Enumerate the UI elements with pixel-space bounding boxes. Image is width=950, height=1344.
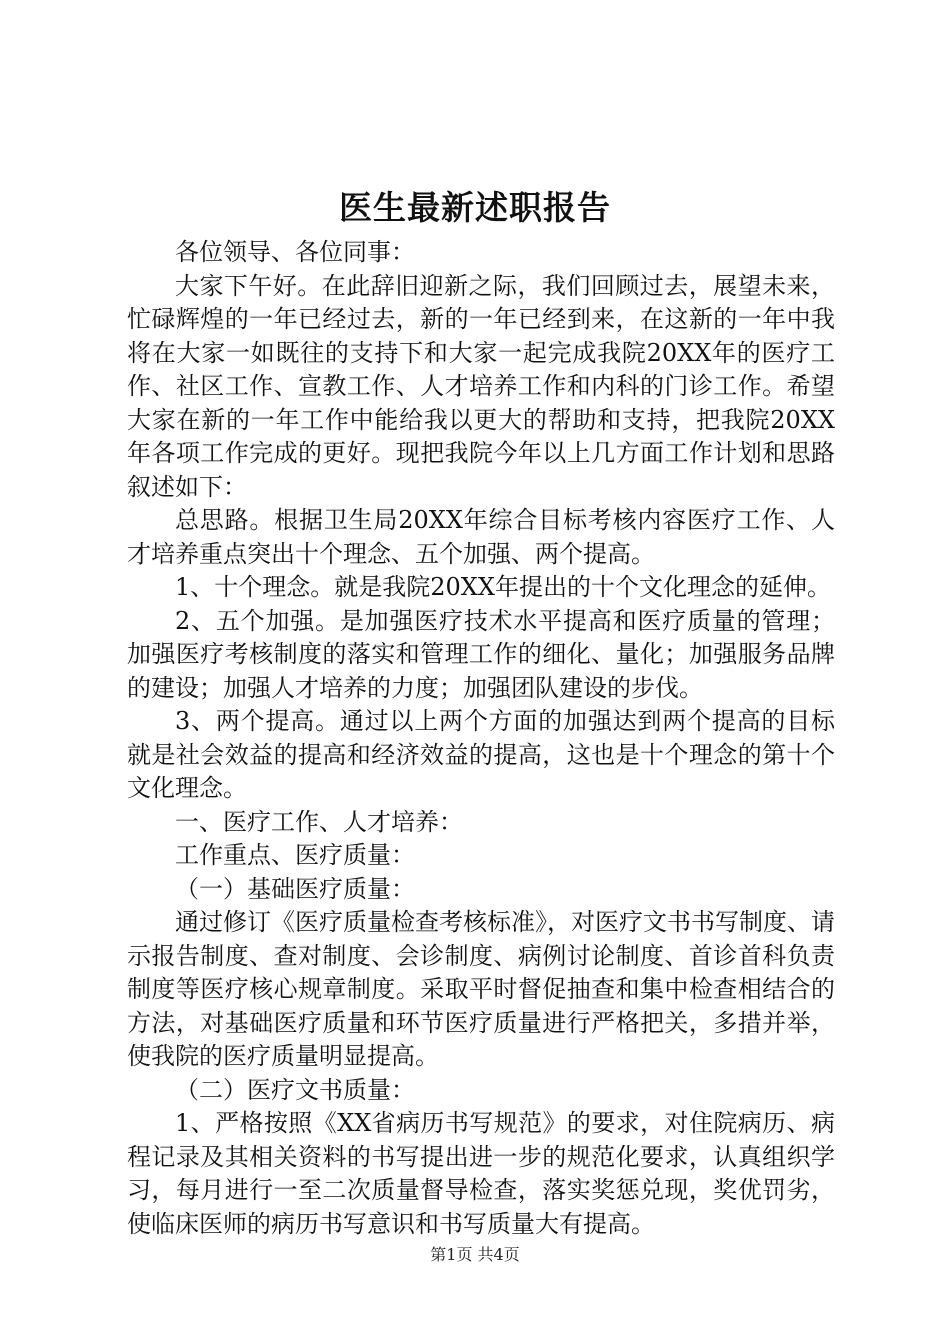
page-number-footer: 第1页 共4页 <box>430 1245 520 1264</box>
paragraph-ten-concepts: 1、十个理念。就是我院20XX年提出的十个文化理念的延伸。 <box>175 573 831 601</box>
paragraph-greeting: 大家下午好。在此辞旧迎新之际，我们回顾过去，展望未来，忙碌辉煌的一年已经过去，新的一年已经到来，在这新的一年中我将在大家一如既往的支持下和大家一起完成我院20XX年的医疗工作、社区工作、宣教工作、人才培养工作和内科的门诊工作。希望大家在新的一年工作中能给我以更大的帮助和支持，把我院20XX年各项工作完成的更好。现把我院今年以上几方面工作计划和思路叙述如下： <box>127 271 835 501</box>
paragraph-document-quality: 1、严格按照《XX省病历书写规范》的要求，对住院病历、病程记录及其相关资料的书写提出进一步的规范化要求，认真组织学习，每月进行一至二次质量督导检查，落实奖惩兑现，奖优罚劣，使临床医师的病历书写意识和书写质量大有提高。 <box>127 1109 835 1238</box>
paragraph-five-strengthenings: 2、五个加强。是加强医疗技术水平提高和医疗质量的管理；加强医疗考核制度的落实和管理工作的细化、量化；加强服务品牌的建设；加强人才培养的力度；加强团队建设的步伐。 <box>127 606 835 702</box>
paragraph-salutation: 各位领导、各位同事： <box>175 238 415 266</box>
paragraph-overall-approach: 总思路。根据卫生局20XX年综合目标考核内容医疗工作、人才培养重点突出十个理念、五个加强、两个提高。 <box>127 506 835 568</box>
paragraph-basic-quality: 通过修订《医疗质量检查考核标准》，对医疗文书书写制度、请示报告制度、查对制度、会诊制度、病例讨论制度、首诊首科负责制度等医疗核心规章制度。采取平时督促抽查和集中检查相结合的方法，对基础医疗质量和环节医疗质量进行严格把关，多措并举，使我院的医疗质量明显提高。 <box>127 908 835 1070</box>
subheading-work-focus: 工作重点、医疗质量： <box>175 841 415 869</box>
subheading-document-quality: （二）医疗文书质量： <box>175 1075 415 1104</box>
paragraph-two-improvements: 3、两个提高。通过以上两个方面的加强达到两个提高的目标就是社会效益的提高和经济效益的提高，这也是十个理念的第十个文化理念。 <box>127 707 835 802</box>
page-title: 医生最新述职报告 <box>339 188 611 227</box>
section-heading-medical-work: 一、医疗工作、人才培养： <box>175 807 463 836</box>
subheading-basic-quality: （一）基础医疗质量： <box>175 874 415 903</box>
document-body <box>127 236 835 1241</box>
